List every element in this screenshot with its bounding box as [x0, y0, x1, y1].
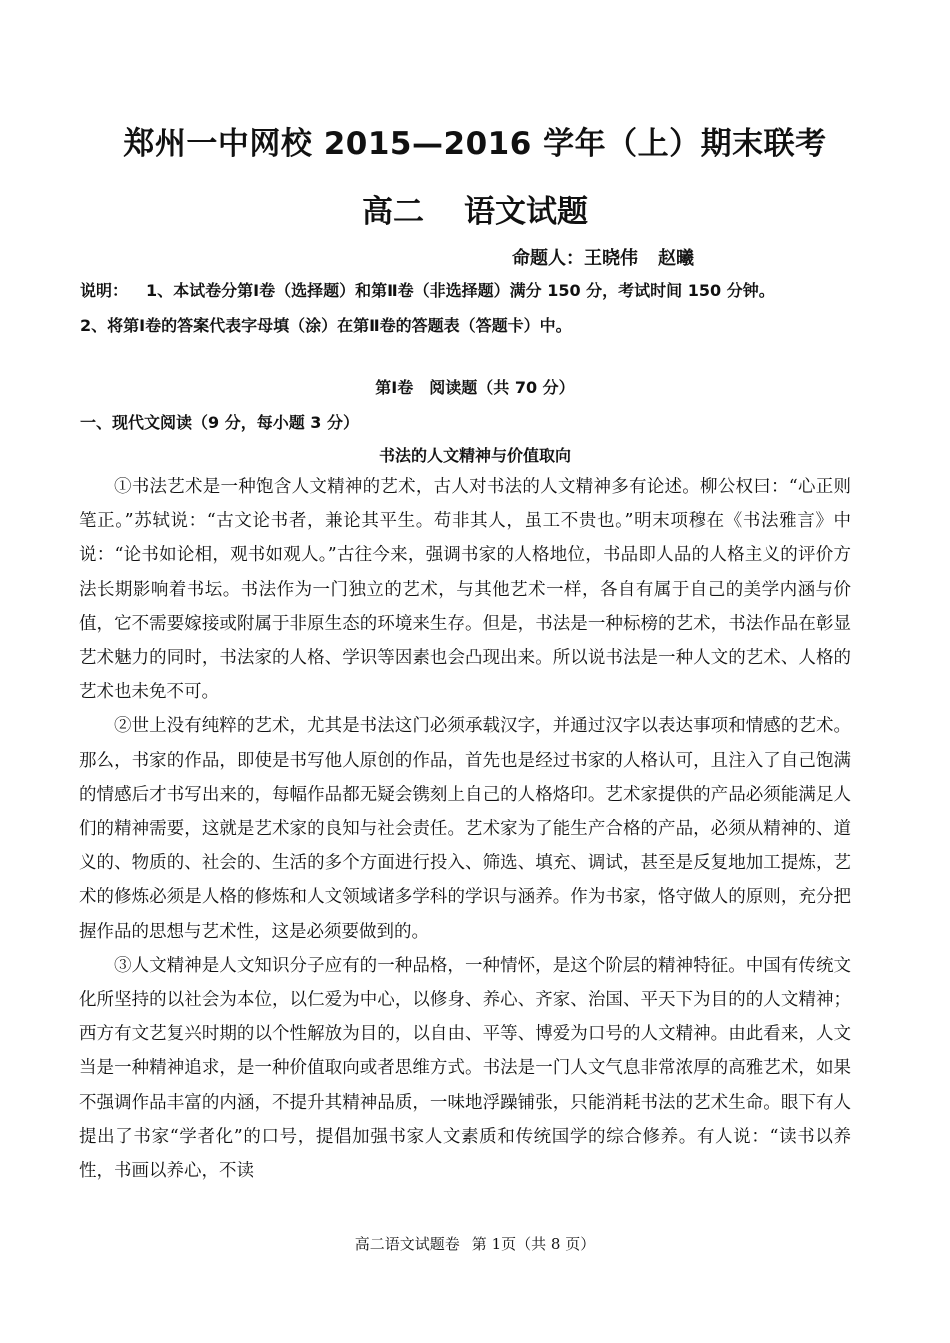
exam-main-title: 郑州一中网校 2015—2016 学年（上）期末联考 [123, 126, 827, 162]
section-heading [0, 375, 950, 398]
instruction-label: 说明： [80, 281, 129, 300]
section-name: 阅读题（共 70 分） [429, 378, 575, 397]
paragraph: ②世上没有纯粹的艺术，尤其是书法这门必须承载汉字，并通过汉字以表达事项和情感的艺术。那么，书家的作品，即使是书写他人原创的作品，首先也是经过书家的人格认可，且注入了自己饱满的情感后才书写出来的，每幅作品都无疑会镌刻上自己的人格烙印。艺术家提供的产品必须能满足人们的精神需要，这就是艺术家的良知与社会责任。艺术家为了能生产合格的产品，必须从精神的、道义的、物质的、社会的、生活的多个方面进行投入、筛选、填充、调试，甚至是反复地加工提炼，艺术的修炼必须是人格的修炼和人文领域诸多学科的学识与涵养。作为书家，恪守做人的原则，充分把握作品的思想与艺术性，这是必须要做到的。 [79, 716, 851, 942]
paragraph: ③人文精神是人文知识分子应有的一种品格，一种情怀，是这个阶层的精神特征。中国有传统文化所坚持的以社会为本位，以仁爱为中心，以修身、养心、齐家、治国、平天下为目的的人文精神；西方有文艺复兴时期的以个性解放为目的，以自由、平等、博爱为口号的人文精神。由此看来，人文当是一种精神追求，是一种价值取向或者思维方式。书法是一门人文气息非常浓厚的高雅艺术，如果不强调作品丰富的内涵，不提升其精神品质，一味地浮躁铺张，只能消耗书法的艺术生命。眼下有人提出了书家“学者化”的口号，提倡加强书家人文素质和传统国学的综合修养。有人说：“读书以养性，书画以养心，不读 [79, 955, 851, 1182]
part-heading: 一、现代文阅读（9 分，每小题 3 分） [80, 413, 359, 432]
page-footer [0, 1233, 950, 1254]
instruction-line-1 [80, 278, 775, 301]
grade-label: 高二 [362, 194, 424, 230]
volume-label: 第Ⅰ卷 [375, 378, 414, 397]
footer-page-number: 第 1页（共 8 页） [471, 1235, 596, 1253]
instruction-item-1: 1、本试卷分第Ⅰ卷（选择题）和第Ⅱ卷（非选择题）满分 150 分，考试时间 150 分钟。 [146, 281, 775, 300]
article-body [79, 470, 851, 1188]
footer-doc-name: 高二语文试题卷 [354, 1235, 460, 1253]
author-secondary: 赵曦 [658, 248, 694, 269]
article-title: 书法的人文精神与价值取向 [378, 446, 571, 465]
exam-authors [512, 244, 694, 270]
exam-subtitle [0, 186, 950, 231]
paragraph: ①书法艺术是一种饱含人文精神的艺术，古人对书法的人文精神多有论述。柳公权曰：“心正则笔正。”苏轼说：“古文论书者，兼论其平生。苟非其人，虽工不贵也。”明末项穆在《书法雅言》中说：“论书如论相，观书如观人。”古往今来，强调书家的人格地位，书品即人品的人格主义的评价方法长期影响着书坛。书法作为一门独立的艺术，与其他艺术一样，各自有属于自己的美学内涵与价值，它不需要嫁接或附属于非原生态的环境来生存。但是，书法是一种标榜的艺术，书法作品在彰显艺术魅力的同时，书法家的人格、学识等因素也会凸现出来。所以说书法是一种人文的艺术、人格的艺术也未免不可。 [79, 477, 851, 703]
author-primary: 命题人：王晓伟 [512, 248, 638, 269]
subject-label: 语文试题 [464, 194, 588, 230]
instruction-item-2: 2、将第Ⅰ卷的答案代表字母填（涂）在第Ⅱ卷的答题表（答题卡）中。 [80, 316, 572, 335]
